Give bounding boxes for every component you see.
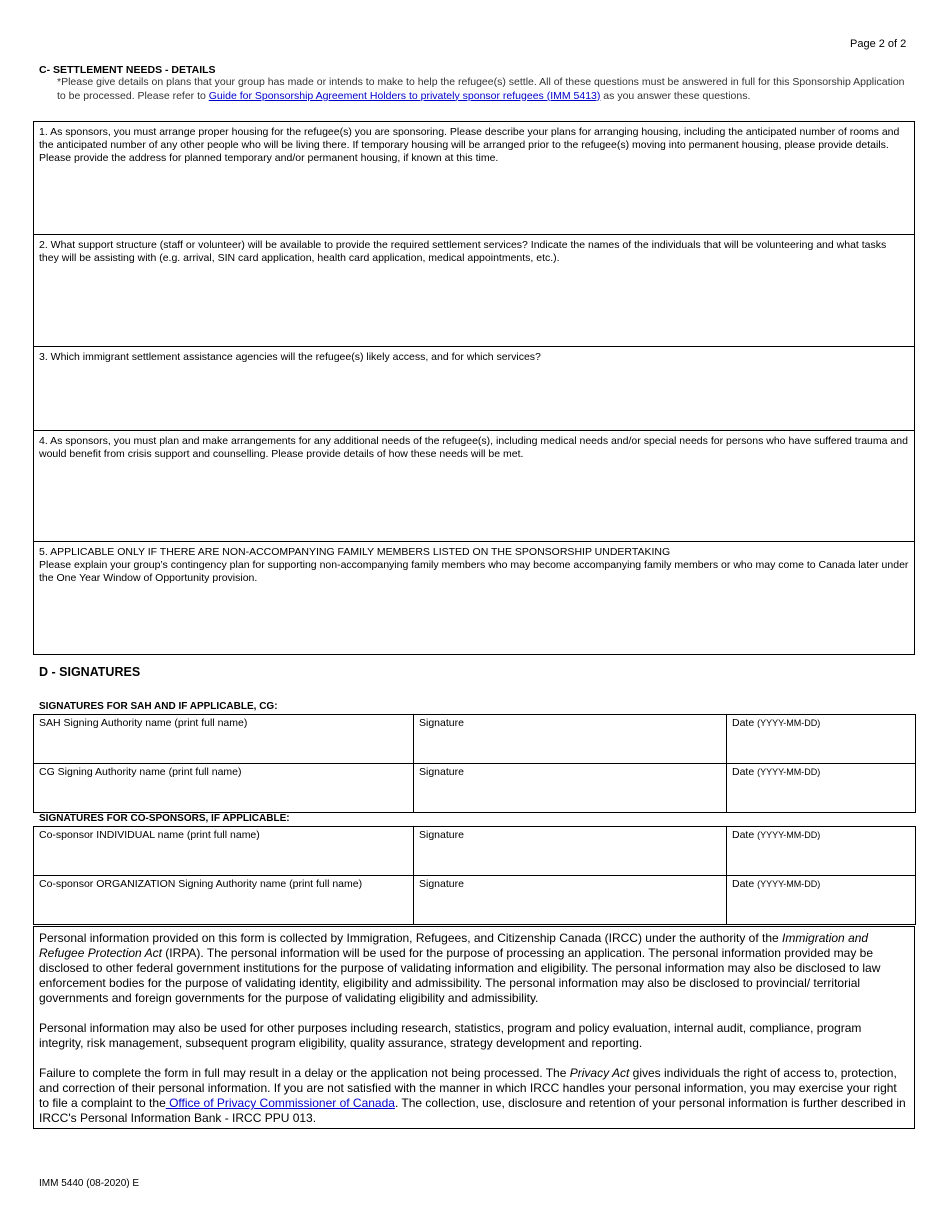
question-2-box[interactable] bbox=[33, 234, 915, 347]
cosponsor-individual-input[interactable] bbox=[39, 848, 394, 866]
section-c-title: C- SETTLEMENT NEEDS - DETAILS bbox=[39, 64, 216, 76]
page-number: Page 2 of 2 bbox=[850, 38, 907, 50]
table-row bbox=[34, 764, 916, 813]
cosponsor-signatures-heading: SIGNATURES FOR CO-SPONSORS, IF APPLICABLE: bbox=[39, 813, 290, 824]
question-1-box[interactable] bbox=[33, 121, 915, 235]
sah-signatures-heading: SIGNATURES FOR SAH AND IF APPLICABLE, CG: bbox=[39, 701, 278, 712]
guide-link[interactable]: Guide for Sponsorship Agreement Holders to privately sponsor refugees (IMM 5413) bbox=[208, 89, 601, 102]
cg-date-input[interactable] bbox=[732, 785, 905, 803]
privacy-text: gives individuals the right of access to, protection, and correction of their personal information. If you are not satisfied with the manner in which IRCC handles your personal information, you may exercise your right to file a complaint to the bbox=[39, 1066, 897, 1110]
question-4-box[interactable] bbox=[33, 430, 915, 542]
date-label: Date bbox=[732, 878, 755, 890]
cosponsor-organization-signature-cell[interactable] bbox=[414, 876, 727, 925]
table-row bbox=[34, 876, 916, 925]
cg-name-label: CG Signing Authority name (print full name) bbox=[39, 766, 242, 778]
sah-date-input[interactable] bbox=[732, 736, 905, 754]
section-d-title: D - SIGNATURES bbox=[39, 665, 141, 679]
question-2-answer[interactable] bbox=[39, 265, 913, 341]
privacy-commissioner-link[interactable]: Office of Privacy Commissioner of Canada bbox=[165, 1096, 395, 1110]
sah-name-cell[interactable] bbox=[34, 715, 414, 764]
sah-signature-table bbox=[33, 714, 916, 813]
cg-name-cell[interactable] bbox=[34, 764, 414, 813]
cosponsor-individual-date-cell[interactable] bbox=[727, 827, 916, 876]
signature-label: Signature bbox=[419, 766, 464, 778]
question-3-answer[interactable] bbox=[39, 364, 913, 426]
date-format: (YYYY-MM-DD) bbox=[757, 879, 821, 889]
section-c-intro bbox=[57, 76, 907, 103]
signature-label: Signature bbox=[419, 878, 464, 890]
signature-label: Signature bbox=[419, 829, 464, 841]
privacy-act-title: Privacy Act bbox=[569, 1066, 630, 1080]
cosponsor-individual-date-input[interactable] bbox=[732, 848, 905, 866]
cg-name-input[interactable] bbox=[39, 785, 394, 803]
intro-text: *Please give details on plans that your group has made or intends to make to help the refugee(s) settle. All of these questions must be answered in full for this Sponsorship Application to be processed. Please refer to bbox=[57, 76, 905, 102]
date-format: (YYYY-MM-DD) bbox=[757, 718, 821, 728]
question-5-text: Please explain your group’s contingency plan for supporting non-accompanying family members who may become accompanying family members or who may come to Canada later under the One Year Window of Opportunity provision. bbox=[39, 559, 909, 584]
question-1-text: 1. As sponsors, you must arrange proper housing for the refugee(s) you are sponsoring. Please describe your plans for arranging housing, including the anticipated number of rooms and the anticipated number of any other people who will be living there. If temporary housing will be arranged prior to the refugee(s) moving into permanent housing, please provide details. Please provide the address for planned temporary and/or permanent housing, if known at this time. bbox=[39, 126, 900, 164]
cg-date-cell[interactable] bbox=[727, 764, 916, 813]
date-label: Date bbox=[732, 717, 755, 729]
privacy-paragraph-2: Personal information may also be used for other purposes including research, statistics, program and policy evaluation, internal audit, compliance, program integrity, risk management, subsequent program eligibility, quality assurance, strategy development and reporting. bbox=[39, 1021, 862, 1050]
cosponsor-organization-label: Co-sponsor ORGANIZATION Signing Authority name (print full name) bbox=[39, 878, 363, 890]
question-5-answer[interactable] bbox=[39, 585, 913, 645]
irpa-title: Immigration and Refugee Protection Act bbox=[39, 931, 869, 960]
question-5-title: 5. APPLICABLE ONLY IF THERE ARE NON-ACCOMPANYING FAMILY MEMBERS LISTED ON THE SPONSORSHIP UNDERTAKING bbox=[39, 546, 671, 558]
question-4-text: 4. As sponsors, you must plan and make arrangements for any additional needs of the refugee(s), including medical needs and/or special needs for persons who have suffered trauma and would benefit from crisis support and counselling. Please provide details of how these needs will be met. bbox=[39, 435, 908, 460]
table-row bbox=[34, 827, 916, 876]
cosponsor-organization-input[interactable] bbox=[39, 897, 394, 915]
privacy-text: . The collection, use, disclosure and retention of your personal information is further described in IRCC's Personal Information Bank - IRCC PPU 013. bbox=[39, 1096, 906, 1125]
date-label: Date bbox=[732, 829, 755, 841]
sah-signature-cell[interactable] bbox=[414, 715, 727, 764]
cosponsor-individual-label: Co-sponsor INDIVIDUAL name (print full name) bbox=[39, 829, 260, 841]
date-format: (YYYY-MM-DD) bbox=[757, 767, 821, 777]
question-3-box[interactable] bbox=[33, 346, 915, 431]
question-1-answer[interactable] bbox=[39, 165, 913, 229]
privacy-paragraph-1 bbox=[39, 931, 909, 1006]
question-5-box[interactable] bbox=[33, 541, 915, 655]
privacy-paragraph-3 bbox=[39, 1066, 909, 1126]
sah-date-cell[interactable] bbox=[727, 715, 916, 764]
privacy-text: (IRPA). The personal information will be used for the purpose of processing an application. The personal information provided may be disclosed to other federal government institutions for the purpose of validating information and eligibility. The personal information may also be disclosed to law enforcement bodies for the purpose of validating identity, eligibility and admissibility. The personal information may also be disclosed to provincial/ territorial governments and foreign governments for the purpose of validating eligibility and admissibility. bbox=[39, 946, 881, 1005]
cosponsor-organization-cell[interactable] bbox=[34, 876, 414, 925]
cosponsor-individual-signature-cell[interactable] bbox=[414, 827, 727, 876]
cosponsor-individual-cell[interactable] bbox=[34, 827, 414, 876]
sah-name-label: SAH Signing Authority name (print full name) bbox=[39, 717, 248, 729]
cosponsor-signature-table bbox=[33, 826, 916, 925]
privacy-text: Personal information provided on this form is collected by Immigration, Refugees, and Citizenship Canada (IRCC) under the authority of the bbox=[39, 931, 783, 945]
table-row bbox=[34, 715, 916, 764]
cosponsor-organization-date-input[interactable] bbox=[732, 897, 905, 915]
date-format: (YYYY-MM-DD) bbox=[757, 830, 821, 840]
form-id: IMM 5440 (08-2020) E bbox=[39, 1178, 140, 1189]
date-label: Date bbox=[732, 766, 755, 778]
privacy-text: Failure to complete the form in full may result in a delay or the application not being processed. The bbox=[39, 1066, 570, 1080]
cg-signature-cell[interactable] bbox=[414, 764, 727, 813]
question-3-text: 3. Which immigrant settlement assistance agencies will the refugee(s) likely access, and for which services? bbox=[39, 351, 541, 363]
cosponsor-organization-date-cell[interactable] bbox=[727, 876, 916, 925]
question-2-text: 2. What support structure (staff or volunteer) will be available to provide the required settlement services? Indicate the names of the individuals that will be volunteering and what tasks they will be assisting with (e.g. arrival, SIN card application, health card application, medical appointments, etc.). bbox=[39, 239, 887, 264]
privacy-notice bbox=[33, 926, 915, 1129]
intro-text-end: as you answer these questions. bbox=[600, 89, 751, 102]
signature-label: Signature bbox=[419, 717, 464, 729]
sah-name-input[interactable] bbox=[39, 736, 394, 754]
question-4-answer[interactable] bbox=[39, 461, 913, 537]
